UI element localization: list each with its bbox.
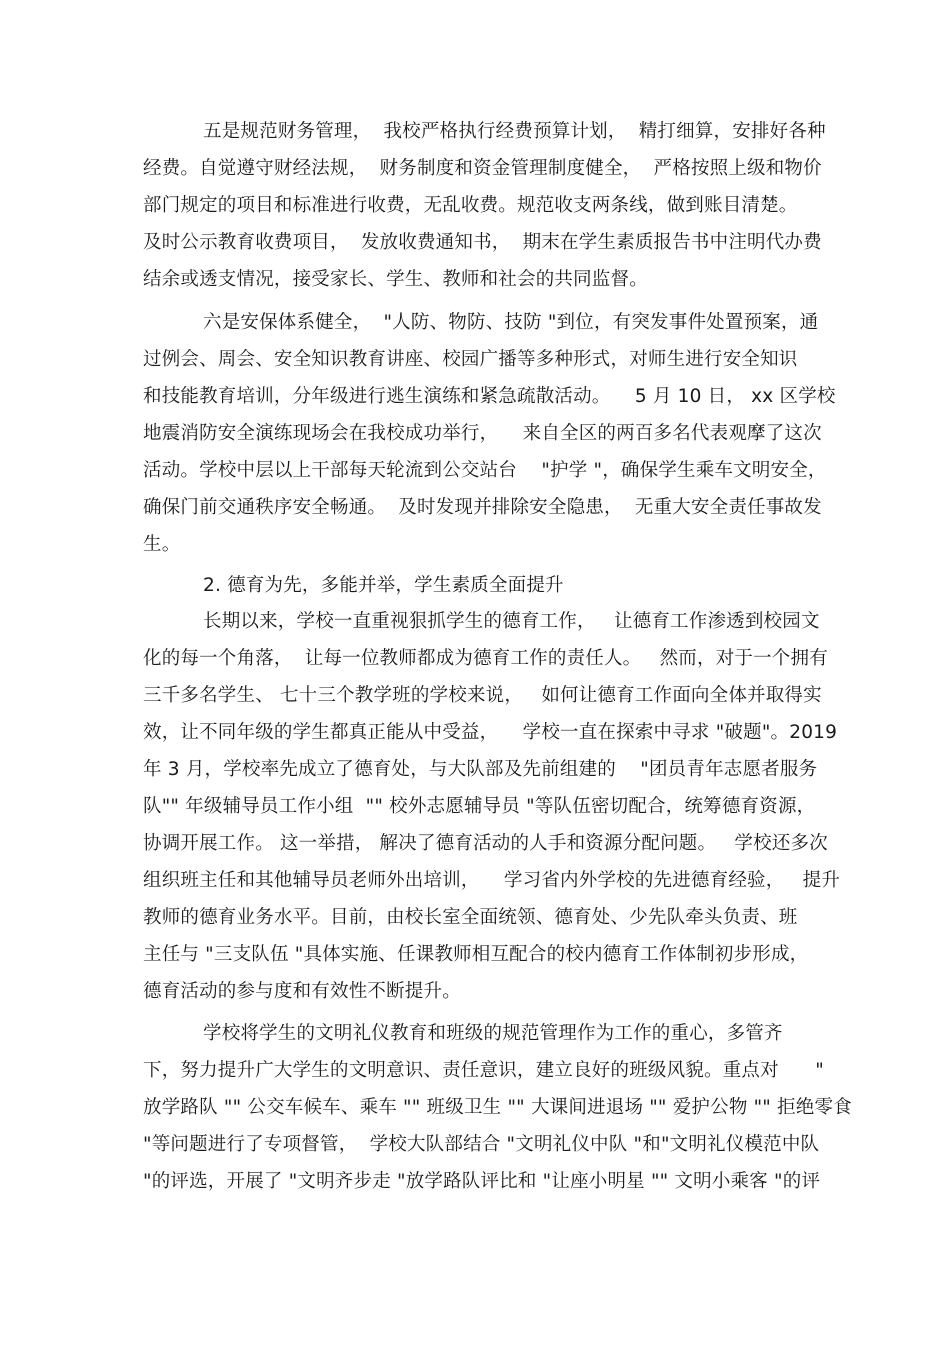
text-line: 效，让不同年级的学生都真正能从中受益， 学校一直在探索中寻求 "破题"。2019	[143, 722, 838, 743]
text-line: 主任与 "三支队伍 "具体实施、任课教师相互配合的校内德育工作体制初步形成，	[143, 944, 809, 965]
text-line: 协调开展工作。 这一举措， 解决了德育活动的人手和资源分配问题。 学校还多次	[143, 833, 828, 854]
text-line: "等问题进行了专项督管， 学校大队部结合 "文明礼仪中队 "和"文明礼仪模范中队	[143, 1134, 820, 1155]
text-line: "的评选，开展了 "文明齐步走 "放学路队评比和 "让座小明星 "" 文明小乘客 "的评	[143, 1171, 821, 1192]
text-line: 六是安保体系健全， "人防、物防、技防 "到位，有突发事件处置预案，通	[203, 312, 819, 333]
text-line: 长期以来，学校一直重视狠抓学生的德育工作， 让德育工作渗透到校园文	[203, 611, 820, 632]
section-heading: 2. 德育为先，多能并举，学生素质全面提升	[203, 575, 564, 596]
text-line: 队"" 年级辅导员工作小组 "" 校外志愿辅导员 "等队伍密切配合，统筹德育资源，	[143, 796, 816, 817]
text-line: 放学路队 "" 公交车候车、乘车 "" 班级卫生 "" 大课间进退场 "" 爱护公物 "" 拒绝零食	[143, 1097, 852, 1118]
text-line: 三千多名学生、 七十三个教学班的学校来说， 如何让德育工作面向全体并取得实	[143, 685, 822, 706]
text-line: 生。	[143, 534, 181, 555]
text-line: 确保门前交通秩序安全畅通。 及时发现并排除安全隐患， 无重大安全责任事故发	[143, 497, 822, 518]
text-line: 和技能教育培训，分年级进行逃生演练和紧急疏散活动。 5 月 10 日， xx 区学校	[143, 386, 836, 407]
text-line: 过例会、周会、安全知识教育讲座、校园广播等多种形式，对师生进行安全知识	[143, 349, 798, 370]
text-line: 下，努力提升广大学生的文明意识、责任意识，建立良好的班级风貌。重点对 "	[143, 1060, 824, 1081]
text-line: 部门规定的项目和标准进行收费，无乱收费。规范收支两条线，做到账目清楚。	[143, 195, 798, 216]
text-line: 地震消防安全演练现场会在我校成功举行， 来自全区的两百多名代表观摩了这次	[143, 423, 822, 444]
text-line: 学校将学生的文明礼仪教育和班级的规范管理作为工作的重心，多管齐	[203, 1023, 783, 1044]
text-line: 组织班主任和其他辅导员老师外出培训， 学习省内外学校的先进德育经验， 提升	[143, 870, 841, 891]
text-line: 化的每一个角落， 让每一位教师都成为德育工作的责任人。 然而，对于一个拥有	[143, 648, 828, 669]
text-line: 五是规范财务管理， 我校严格执行经费预算计划， 精打细算，安排好各种	[203, 121, 826, 142]
text-line: 德育活动的参与度和有效性不断提升。	[143, 981, 461, 1002]
text-line: 结余或透支情况，接受家长、学生、教师和社会的共同监督。	[143, 269, 648, 290]
text-line: 年 3 月，学校率先成立了德育处，与大队部及先前组建的 "团员青年志愿者服务	[143, 759, 818, 780]
text-line: 活动。学校中层以上干部每天轮流到公交站台 "护学 "，确保学生乘车文明安全，	[143, 460, 827, 481]
text-line: 经费。自觉遵守财经法规， 财务制度和资金管理制度健全， 严格按照上级和物价	[143, 158, 822, 179]
text-line: 教师的德育业务水平。目前，由校长室全面统领、德育处、少先队牵头负责、班	[143, 907, 798, 928]
text-line: 及时公示教育收费项目， 发放收费通知书， 期末在学生素质报告书中注明代办费	[143, 232, 822, 253]
